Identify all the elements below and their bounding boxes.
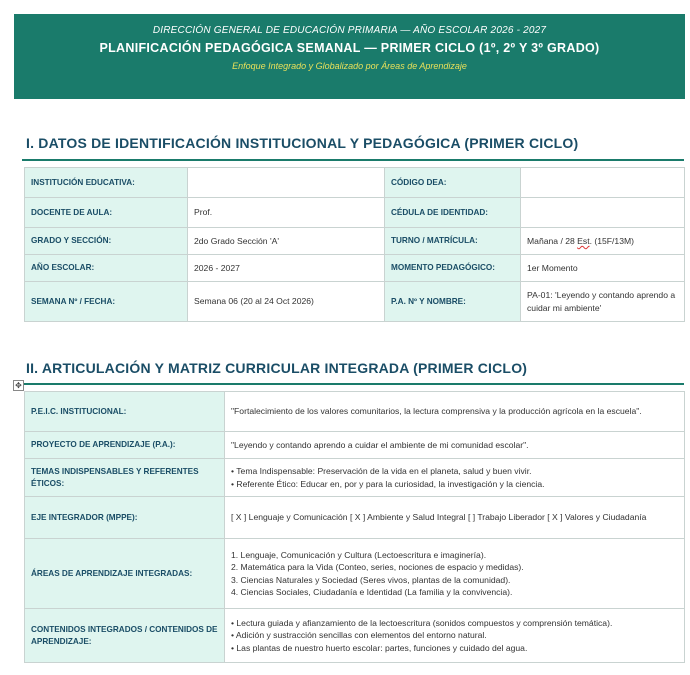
shift-text: Mañana / 28 [527, 235, 578, 246]
label-cell: ÁREAS DE APRENDIZAJE INTEGRADAS: [25, 539, 225, 609]
list-item: 2. Matemática para la Vida (Conteo, series, nociones de espacio y medidas). [231, 562, 524, 573]
label-cell: GRADO Y SECCIÓN: [25, 228, 188, 255]
learning-areas-value[interactable] [225, 539, 685, 609]
list-item: 3. Ciencias Naturales y Sociedad (Seres vivos, plantas de la comunidad). [231, 574, 511, 585]
label-cell: DOCENTE DE AULA: [25, 198, 188, 228]
project-name-value[interactable]: PA-01: 'Leyendo y contando aprendo a cuidar mi ambiente' [521, 282, 685, 322]
label-cell: PROYECTO DE APRENDIZAJE (P.A.): [25, 432, 225, 459]
label-cell: CÓDIGO DEA: [385, 168, 521, 198]
table-row [25, 228, 685, 255]
school-year-value[interactable]: 2026 - 2027 [188, 255, 385, 282]
label-cell: EJE INTEGRADOR (MPPE): [25, 497, 225, 539]
shift-enrollment-value[interactable] [521, 228, 685, 255]
table-row [25, 255, 685, 282]
table-row [25, 459, 685, 497]
table-move-handle-icon[interactable]: ✥ [13, 380, 24, 391]
identification-table [24, 167, 685, 322]
list-item: • Lectura guiada y afianzamiento de la lectoescritura (sonidos compuestos y comprensión temática). [231, 617, 613, 628]
label-cell: P.A. Nº Y NOMBRE: [385, 282, 521, 322]
table-row [25, 497, 685, 539]
table-row [25, 198, 685, 228]
label-cell: INSTITUCIÓN EDUCATIVA: [25, 168, 188, 198]
dea-code-value[interactable] [521, 168, 685, 198]
week-date-value[interactable]: Semana 06 (20 al 24 Oct 2026) [188, 282, 385, 322]
learning-project-value[interactable]: "Leyendo y contando aprendo a cuidar el ambiente de mi comunidad escolar". [225, 432, 685, 459]
list-item: 1. Lenguaje, Comunicación y Cultura (Lectoescritura e imaginería). [231, 549, 487, 560]
section1-rule [22, 159, 684, 161]
table-row [25, 282, 685, 322]
spellcheck-word: Est [577, 235, 590, 246]
list-item: • Referente Ético: Educar en, por y para la curiosidad, la investigación y la ciencia. [231, 478, 545, 489]
list-item: • Las plantas de nuestro huerto escolar: partes, funciones y cuidado del agua. [231, 642, 528, 653]
label-cell: CÉDULA DE IDENTIDAD: [385, 198, 521, 228]
peic-value[interactable]: "Fortalecimiento de los valores comunitarios, la lectura comprensiva y la producción agrícola en la escuela". [225, 392, 685, 432]
institution-value[interactable] [188, 168, 385, 198]
table-row [25, 168, 685, 198]
section2-title: II. ARTICULACIÓN Y MATRIZ CURRICULAR INTEGRADA (PRIMER CICLO) [26, 360, 528, 376]
integrating-axis-value[interactable]: [ X ] Lenguaje y Comunicación [ X ] Ambiente y Salud Integral [ ] Trabajo Liberador [ X ] Valores y Ciudadanía [225, 497, 685, 539]
header-banner [14, 14, 685, 99]
id-card-value[interactable] [521, 198, 685, 228]
label-cell: CONTENIDOS INTEGRADOS / CONTENIDOS DE APRENDIZAJE: [25, 609, 225, 663]
section1-title: I. DATOS DE IDENTIFICACIÓN INSTITUCIONAL Y PEDAGÓGICA (PRIMER CICLO) [26, 135, 579, 151]
grade-section-value[interactable]: 2do Grado Sección 'A' [188, 228, 385, 255]
curriculum-table [24, 391, 685, 663]
pedagogical-moment-value[interactable]: 1er Momento [521, 255, 685, 282]
header-subtitle: Enfoque Integrado y Globalizado por Áreas de Aprendizaje [232, 61, 467, 71]
contents-value[interactable] [225, 609, 685, 663]
header-top-line: DIRECCIÓN GENERAL DE EDUCACIÓN PRIMARIA — AÑO ESCOLAR 2026 - 2027 [152, 25, 547, 36]
label-cell: P.E.I.C. INSTITUCIONAL: [25, 392, 225, 432]
label-cell: MOMENTO PEDAGÓGICO: [385, 255, 521, 282]
section2-rule [22, 383, 684, 385]
list-item: 4. Ciencias Sociales, Ciudadanía e Identidad (La familia y la convivencia). [231, 586, 513, 597]
enrollment-text: . (15F/13M) [589, 235, 635, 246]
header-title: PLANIFICACIÓN PEDAGÓGICA SEMANAL — PRIMER CICLO (1º, 2º Y 3º GRADO) [99, 41, 600, 55]
list-item: • Tema Indispensable: Preservación de la vida en el planeta, salud y buen vivir. [231, 466, 532, 477]
themes-value[interactable] [225, 459, 685, 497]
table-row [25, 432, 685, 459]
table-row [25, 609, 685, 663]
label-cell: AÑO ESCOLAR: [25, 255, 188, 282]
list-item: • Adición y sustracción sencillas con elementos del entorno natural. [231, 630, 487, 641]
label-cell: SEMANA Nº / FECHA: [25, 282, 188, 322]
table-row [25, 392, 685, 432]
label-cell: TURNO / MATRÍCULA: [385, 228, 521, 255]
teacher-value[interactable]: Prof. [188, 198, 385, 228]
table-row [25, 539, 685, 609]
label-cell: TEMAS INDISPENSABLES Y REFERENTES ÉTICOS: [25, 459, 225, 497]
